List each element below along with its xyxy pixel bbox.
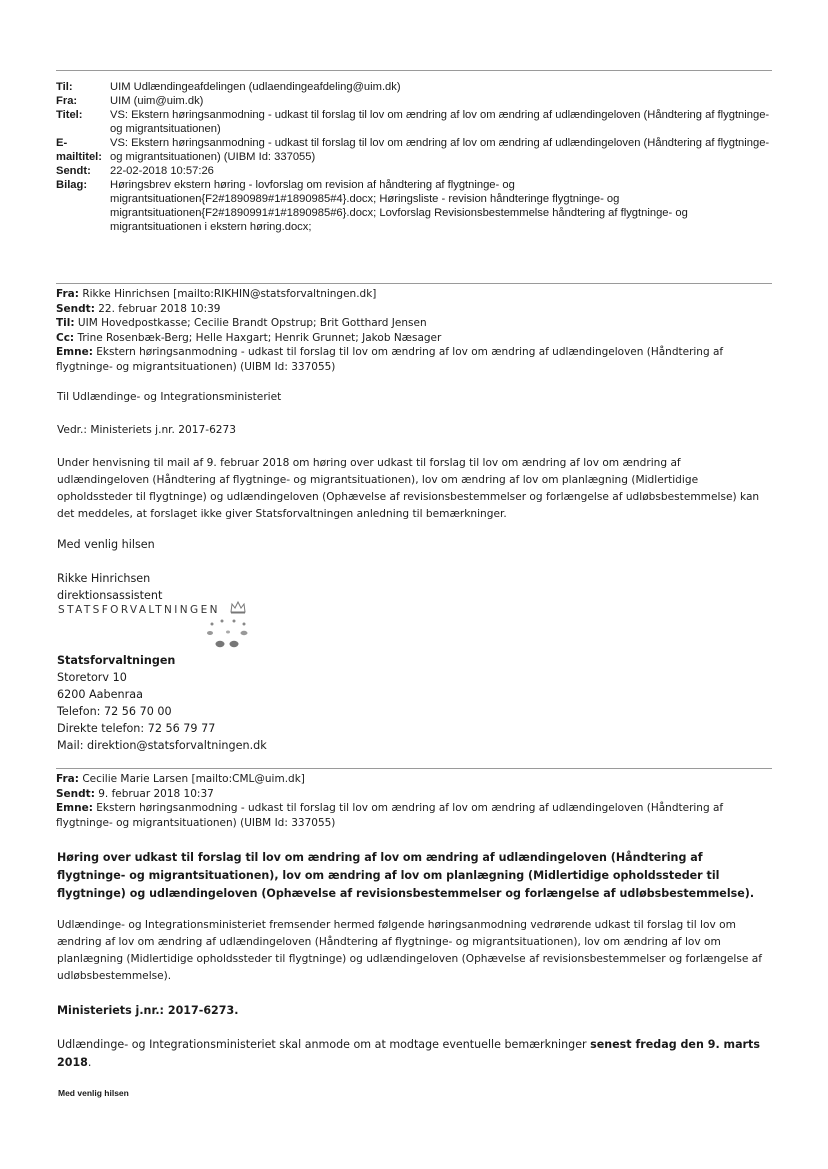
from-label: Fra: (56, 773, 79, 785)
mail1-header (56, 287, 768, 374)
statsforvaltningen-logo-text: STATSFORVALTNINGEN (58, 604, 220, 616)
subject-label: Emne: (56, 802, 93, 814)
sent-value: 9. februar 2018 10:37 (98, 787, 214, 800)
org-phone: Telefon: 72 56 70 00 (57, 705, 172, 718)
crown-icon (229, 600, 247, 614)
logo-dots-icon (200, 618, 256, 652)
org-name: Statsforvaltningen (57, 654, 176, 667)
mail1-closing: Med venlig hilsen (57, 538, 155, 551)
divider-mail2 (56, 768, 772, 769)
org-direct-phone: Direkte telefon: 72 56 79 77 (57, 722, 216, 735)
header-label: Sendt: (56, 165, 91, 177)
header-value: UIM (uim@uim.dk) (110, 95, 204, 107)
header-value: VS: Ekstern høringsanmodning - udkast til forslag til lov om ændring af lov om ændring af udlændingeloven (Håndtering af flygtninge- og migrantsituationen) (UIBM Id: 337055) (110, 137, 770, 163)
deadline-date: senest fredag den 9. marts 2018 (57, 1038, 760, 1069)
mail2-closing: Med venlig hilsen (58, 1088, 129, 1098)
cc-value: Trine Rosenbæk-Berg; Helle Haxgart; Henrik Grunnet; Jakob Næsager (77, 331, 442, 344)
sent-label: Sendt: (56, 787, 95, 800)
header-row (56, 178, 776, 234)
divider-mail1 (56, 283, 772, 284)
header-label: Fra: (56, 95, 78, 107)
header-row (56, 108, 776, 136)
mail2-heading: Høring over udkast til forslag til lov om ændring af lov om ændring af udlændingeloven (Håndtering af flygtninge- og migrantsituationen), lov om ændring af lov om planlægning (Midlertidige opholdssteder til flygtninge) og udlændingeloven (Ophævelse af revisionsbestemmelser og forlængelse af udløbsbestemmelse). (57, 851, 755, 900)
mail2-reference: Ministeriets j.nr.: 2017-6273. (57, 1004, 239, 1017)
header-label: Titel: (56, 109, 83, 121)
mail2-body: Udlændinge- og Integrationsministeriet fremsender hermed følgende høringsanmodning vedrørende udkast til forslag til lov om ændring af lov om ændring af udlændingeloven (Håndtering af flygtninge- og migrantsituationen), lov om ændring af lov om planlægning (Midlertidige opholdssteder til flygtninge) og udlændingeloven (Ophævelse af revisionsbestemmelser og forlængelse af udløbsbestemmelse). (57, 919, 762, 982)
deadline-text: Udlændinge- og Integrationsministeriet skal anmode om at modtage eventuelle bemærkninger (57, 1038, 591, 1051)
header-value: VS: Ekstern høringsanmodning - udkast til forslag til lov om ændring af lov om ændring af udlændingeloven (Håndtering af flygtninge- og migrantsituationen) (110, 109, 770, 135)
mail1-greeting: Til Udlændinge- og Integrationsministeriet (57, 391, 282, 403)
from-value: Cecilie Marie Larsen [mailto:CML@uim.dk] (82, 773, 305, 785)
header-value: Høringsbrev ekstern høring - lovforslag om revision af håndtering af flygtninge- og migrantsituationen{F2#1890989#1#1890985#4}.docx; Høringsliste - revision håndteringe flygtninge- og migrantsituationen{F2#1890991#1#1890985#6}.docx; Lovforslag Revisionsbestemmelse håndtering af flygtninge- og migrantsituationen i ekstern høring.docx; (110, 179, 688, 233)
deadline-end: . (87, 1056, 92, 1069)
to-value: UIM Hovedpostkasse; Cecilie Brandt Opstrup; Brit Gotthard Jensen (77, 317, 427, 329)
mail1-reference: Vedr.: Ministeriets j.nr. 2017-6273 (57, 424, 237, 436)
header-value: 22-02-2018 10:57:26 (110, 165, 214, 177)
header-row (56, 136, 776, 164)
header-label: Bilag: (56, 179, 88, 191)
sent-label: Sendt: (56, 302, 95, 315)
header-value: UIM Udlændingeafdelingen (udlaendingeafdeling@uim.dk) (110, 81, 401, 93)
org-street: Storetorv 10 (57, 671, 127, 684)
to-label: Til: (56, 317, 75, 329)
archive-header (56, 80, 776, 234)
from-label: Fra: (56, 288, 79, 300)
header-label: Til: (56, 81, 73, 93)
signature-title: direktionsassistent (57, 589, 163, 602)
header-row (56, 164, 776, 178)
mail2-header (56, 772, 768, 830)
cc-label: Cc: (56, 331, 75, 344)
signature-name: Rikke Hinrichsen (57, 572, 151, 585)
org-city: 6200 Aabenraa (57, 688, 143, 701)
subject-value: Ekstern høringsanmodning - udkast til forslag til lov om ændring af lov om ændring af udlændingeloven (Håndtering af flygtninge- og migrantsituationen) (UIBM Id: 337055) (56, 802, 724, 829)
top-divider (56, 70, 772, 71)
header-row (56, 94, 776, 108)
mail1-body: Under henvisning til mail af 9. februar 2018 om høring over udkast til forslag til lov om ændring af lov om ændring af udlændingeloven (Håndtering af flygtninge- og migrantsituationen), lov om ændring af lov om planlægning (Midlertidige opholdssteder til flygtninge) og udlændingeloven (Ophævelse af revisionsbestemmelser og forlængelse af udløbsbestemmelse) kan det meddeles, at forslaget ikke giver Statsforvaltningen anledning til bemærkninger. (57, 457, 760, 520)
mail2-deadline (57, 1036, 773, 1072)
org-mail: Mail: direktion@statsforvaltningen.dk (57, 739, 267, 752)
header-row (56, 80, 776, 94)
subject-value: Ekstern høringsanmodning - udkast til forslag til lov om ændring af lov om ændring af udlændingeloven (Håndtering af flygtninge- og migrantsituationen) (UIBM Id: 337055) (56, 346, 724, 373)
header-label: E-mailtitel: (56, 137, 103, 163)
from-value: Rikke Hinrichsen [mailto:RIKHIN@statsforvaltningen.dk] (82, 288, 377, 300)
sent-value: 22. februar 2018 10:39 (98, 302, 221, 315)
subject-label: Emne: (56, 346, 93, 358)
